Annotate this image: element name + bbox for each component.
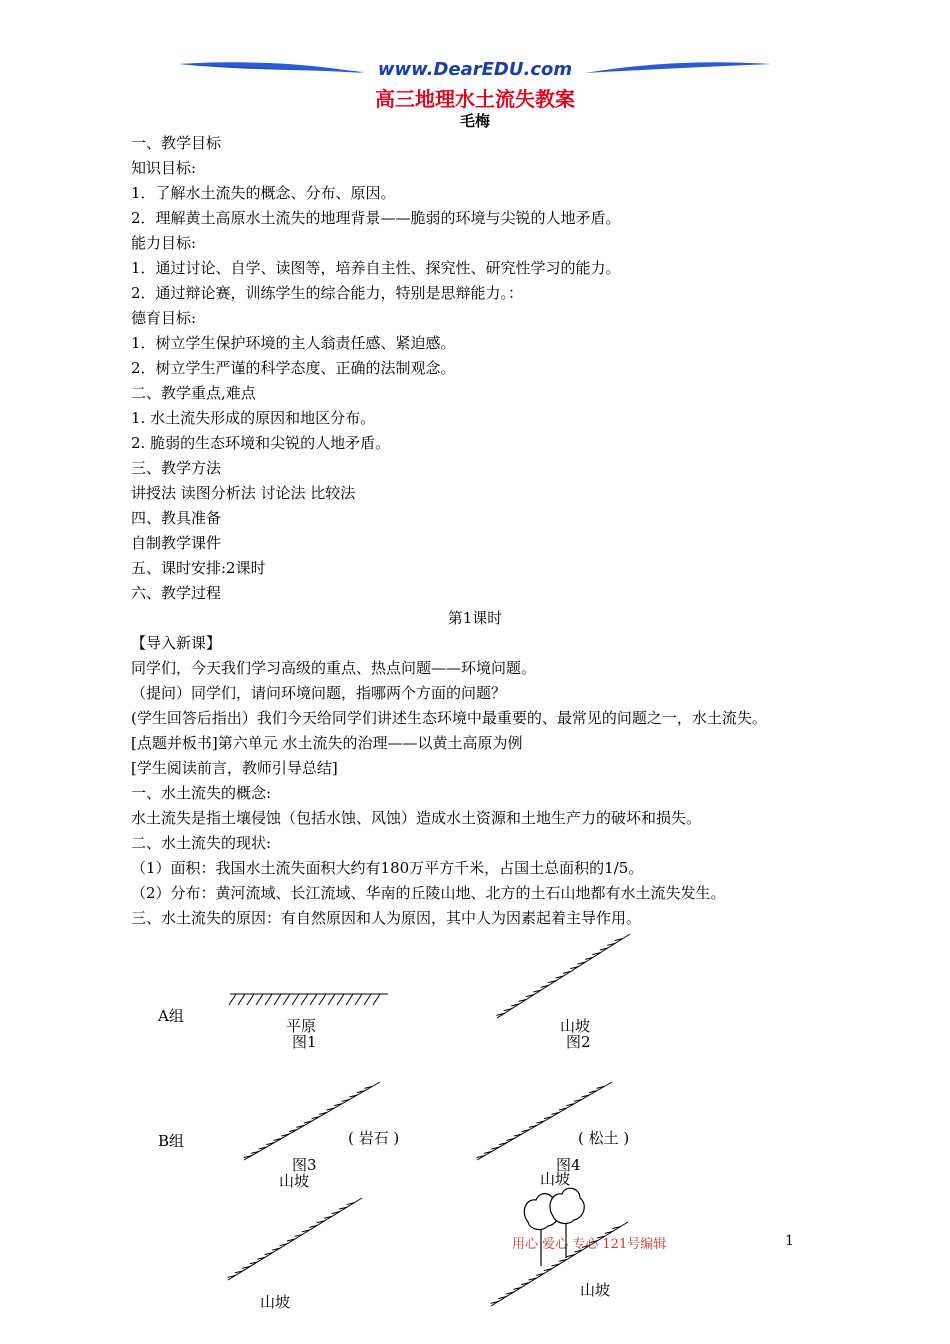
site-name: www.DearEDU.com <box>377 59 573 80</box>
text-line: 知识目标: <box>131 159 197 177</box>
text-line: 五、课时安排:2课时 <box>131 559 266 577</box>
author-name: 毛梅 <box>459 112 490 130</box>
text-line: 1．树立学生保护环境的主人翁责任感、紧迫感。 <box>131 334 456 352</box>
text-line: 2. 脆弱的生态环境和尖锐的人地矛盾。 <box>131 434 391 452</box>
text-line: 一、教学目标 <box>131 134 222 152</box>
text-line: 1．通过讨论、自学、读图等，培养自主性、探究性、研究性学习的能力。 <box>131 259 621 277</box>
text-line: 德育目标: <box>131 309 197 327</box>
fig4-note: ( 松土 ) <box>578 1129 630 1147</box>
document-title: 高三地理水土流失教案 <box>375 87 575 111</box>
text-line: 2．通过辩论赛，训练学生的综合能力，特别是思辩能力。： <box>131 284 524 302</box>
group-a-label: A组 <box>158 1007 184 1025</box>
text-line: 【导入新课】 <box>131 634 222 652</box>
text-line: 一、水土流失的概念: <box>131 784 272 802</box>
text-line: 三、教学方法 <box>131 459 222 477</box>
page-number: 1 <box>785 1233 794 1249</box>
text-line: 1．了解水土流失的概念、分布、原因。 <box>131 184 396 202</box>
fig5-slope-line <box>227 1198 362 1280</box>
fig4-slope-line <box>477 1082 613 1160</box>
fig2-terrain-label: 山坡 <box>560 1017 591 1035</box>
fig4-caption: 图4 <box>556 1156 581 1174</box>
text-line: [学生阅读前言，教师引导总结] <box>131 759 338 777</box>
fig3-note: ( 岩石 ) <box>348 1129 400 1147</box>
text-line: （提问）同学们，请问环境问题，指哪两个方面的问题？ <box>131 684 507 702</box>
text-line: （1）面积：我国水土流失面积大约有180万平方千米，占国土总面积的1/5。 <box>131 859 644 877</box>
text-line: 二、教学重点,难点 <box>131 384 256 402</box>
text-line: 自制教学课件 <box>131 534 222 552</box>
text-line: 二、水土流失的现状: <box>131 834 272 852</box>
lesson-heading: 第1课时 <box>447 609 503 627</box>
group-b-label: B组 <box>158 1132 185 1150</box>
text-line: 2．理解黄土高原水土流失的地理背景——脆弱的环境与尖锐的人地矛盾。 <box>131 209 621 227</box>
fig3-terrain-label: 山坡 <box>279 1172 310 1190</box>
fig1-plain-line <box>229 994 388 1005</box>
text-line: [点题并板书]第六单元 水土流失的治理——以黄土高原为例 <box>131 734 523 752</box>
text-line: 六、教学过程 <box>131 584 222 602</box>
text-line: 同学们，今天我们学习高级的重点、热点问题——环境问题。 <box>131 659 537 677</box>
text-line: 讲授法 读图分析法 讨论法 比较法 <box>131 484 356 502</box>
text-line: 三、水土流失的原因：有自然原因和人为原因，其中人为因素起着主导作用。 <box>131 909 642 927</box>
fig3-slope-line <box>244 1082 380 1160</box>
fig2-slope-line <box>496 934 630 1018</box>
text-line: 能力目标: <box>131 234 197 252</box>
text-line: 四、教具准备 <box>131 509 222 527</box>
text-line: 1. 水土流失形成的原因和地区分布。 <box>131 409 376 427</box>
fig4-terrain-label: 山坡 <box>540 1170 571 1188</box>
footer-text: 用心 爱心 专心 121号编辑 <box>512 1237 667 1252</box>
text-line: 水土流失是指土壤侵蚀（包括水蚀、风蚀）造成水土资源和土地生产力的破坏和损失。 <box>131 809 702 827</box>
fig1-terrain-label: 平原 <box>286 1017 317 1035</box>
text-line: （2）分布：黄河流域、长江流域、华南的丘陵山地、北方的土石山地都有水土流失发生。 <box>131 884 726 902</box>
fig2-caption: 图2 <box>566 1033 591 1051</box>
fig6-terrain-label: 山坡 <box>580 1281 611 1299</box>
text-line: 2．树立学生严谨的科学态度、正确的法制观念。 <box>131 359 456 377</box>
fig5-terrain-label: 山坡 <box>260 1293 291 1311</box>
fig3-caption: 图3 <box>292 1156 317 1174</box>
fig1-caption: 图1 <box>292 1033 317 1051</box>
text-line: (学生回答后指出）我们今天给同学们讲述生态环境中最重要的、最常见的问题之一，水土流失。 <box>131 709 767 727</box>
